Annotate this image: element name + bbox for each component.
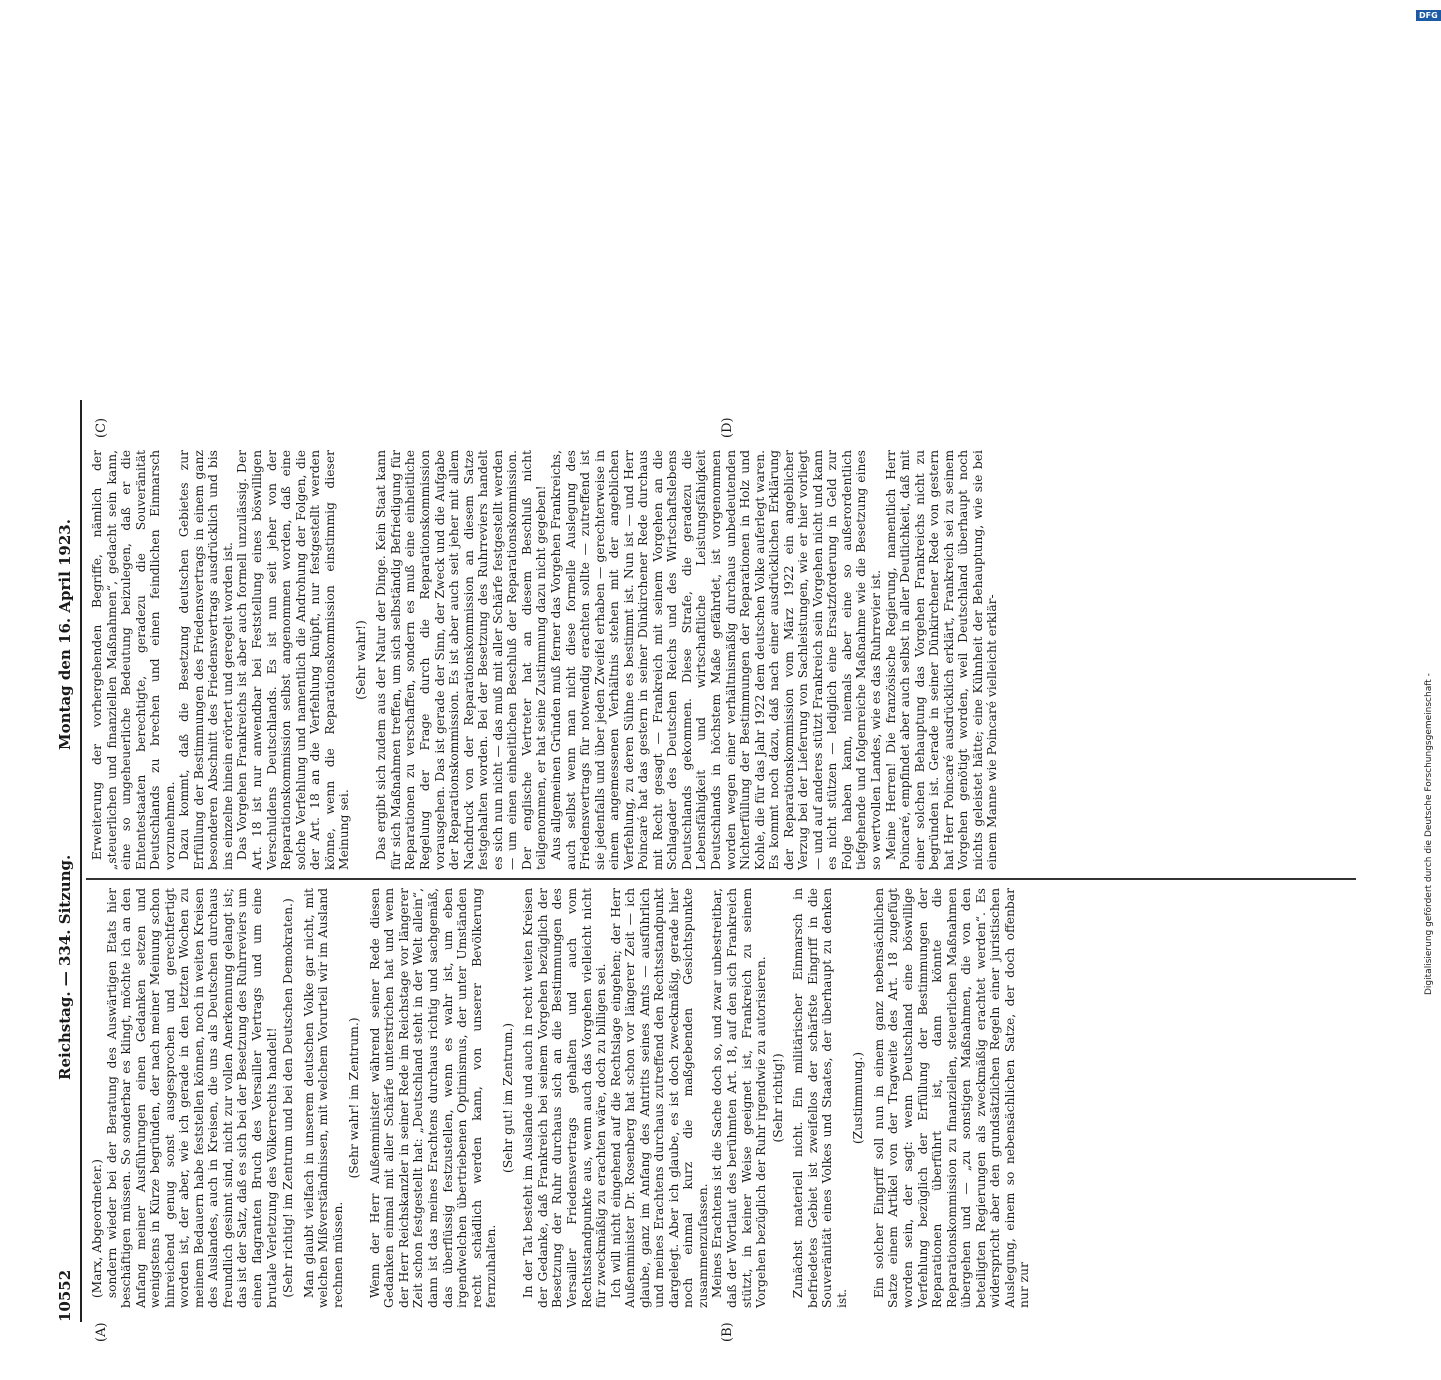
paragraph: Ein solcher Eingriff soll nun in einem ganz nebensächlichen Satze einem Artikel von der Tragweite des Art. 18 zugefügt worden sein, der sagt: wenn Deutschland eine böswillige Verfehlung bezüglich der Erfüllung der Bestimmungen der Reparationen überführt ist, dann könnte die Reparationskommission zu finanziellen, steuerlichen Maßnahmen übergehen und — „zu sonstigen Maßnahmen, die von den beteiligten Regierungen als zweckmäßig erachtet werden“. Es widerspricht aber den grundsätzlichen Regeln einer juristischen Auslegung, einem so nebensächlichen Satze, der doch offenbar nur zur	[871, 888, 1032, 1308]
column-divider	[86, 878, 1356, 880]
header-rule	[80, 400, 82, 1322]
paragraph: Zunächst materiell nicht. Ein militärischer Einmarsch in befriedetes Gebiet ist zweifellos der schärfste Eingriff in die Souveränität eines Volkes und Staates, der überhaupt zu denken ist.	[791, 888, 849, 1308]
paragraph: sondern wieder bei der Beratung des Auswärtigen Etats hier beschäftigen müssen. So sonderbar es klingt, möchte ich an den Anfang meiner Ausführungen einen Gedanken setzen und wenigstens in Kürze begründen, der nach meiner Meinung schon hinreichend genug sonst ausgesprochen und gerechtfertigt worden ist, der aber, wie ich gerade in den letzten Wochen zu meinem Bedauern habe feststellen können, noch in weiten Kreisen des Auslandes, auch in Kreisen, die uns als Deutschen durchaus freundlich gesinnt sind, nicht zur vollen Anerkennung gelangt ist; das ist der Satz, daß es sich bei der Besetzung des Ruhrreviers um einen flagranten Bruch des Versailler Vertrags und um eine brutale Verletzung des Völkerrechts handelt!	[104, 888, 279, 1308]
paragraph: Erweiterung der vorhergehenden Begriffe, nämlich der „steuerlichen und finanziellen Maßnahmen“, gedacht sein kann, eine so ungeheuerliche Bedeutung beizulegen, daß er die Ententestaaten berechtigte, geradezu die Souveränität Deutschlands zu brechen und einen feindlichen Einmarsch vorzunehmen.	[90, 450, 177, 870]
paragraph: Meines Erachtens ist die Sache doch so, und zwar unbestreitbar, daß der Wortlaut des berühmten Art. 18, auf den sich Frankreich stützt, in keiner Weise geeignet ist, Frankreich zu seinem Vorgehen bezüglich der Ruhr irgendwie zu autorisieren.	[710, 888, 769, 1308]
margin-label-a: (A)	[94, 1322, 109, 1342]
document-page	[0, 380, 1380, 1380]
paragraph: Wenn der Herr Außenminister während seiner Rede diesen Gedanken einmal mit aller Schärfe unterstrichen hat und wenn der Herr Reichskanzler in seiner Rede im Reichstage vor längerer Zeit schon festgestellt hat: „Deutschland steht in der Welt allein“, dann ist das meines Erachtens durchaus richtig und sachgemäß, das überflüssig festzustellen, wenn es wahr ist, um eben irgendwelchen übertriebenen Optimismus, der unter Umständen recht schädlich werden kann, von unserer Bevölkerung fernzuhalten.	[367, 888, 499, 1308]
paragraph: Das ergibt sich zudem aus der Natur der Dinge. Kein Staat kann für sich Maßnahmen treffen, um sich selbständig Befriedigung für Reparationen zu verschaffen, sondern es muß eine einheitliche Regelung der Frage durch die Reparationskommission vorausgehen. Das ist gerade der Sinn, der Zweck und die Aufgabe der Reparationskommission. Es ist aber auch seit jeher mit allem Nachdruck von der Reparationskommission an diesem Satze festgehalten worden. Bei der Besetzung des Ruhrreviers handelt es sich nun nicht — das muß mit aller Schärfe festgestellt werden — um einen einheitlichen Beschluß der Reparationskommission. Der englische Vertreter hat an diesem Beschluß nicht teilgenommen, er hat seine Zustimmung dazu nicht gegeben!	[374, 450, 549, 870]
interjection: (Sehr wahr!)	[353, 620, 368, 700]
interjection: (Sehr richtig! im Zentrum und bei den Deutschen Demokraten.)	[281, 898, 296, 1298]
interjection: (Zustimmung.)	[851, 1051, 866, 1145]
interjection: (Sehr richtig!)	[770, 1053, 785, 1143]
margin-label-d: (D)	[720, 417, 735, 438]
paragraph: In der Tat besteht im Auslande und auch in recht weiten Kreisen der Gedanke, daß Frankreich bei seinem Vorgehen bezüglich der Besetzung der Ruhr durchaus sich an die Bestimmungen des Versailler Friedensvertrags gehalten und auch vom Rechtsstandpunkte aus, wenn auch das Vorgehen vielleicht nicht für zweckmäßig zu erachten wäre, doch zu billigen sei.	[521, 888, 609, 1308]
digitization-credit: Digitalisierung gefördert durch die Deutsche Forschungsgemeinschaft -	[1424, 673, 1434, 995]
paragraph: (Marx, Abgeordneter.)	[90, 1159, 104, 1299]
dfg-logo: DFG	[1416, 10, 1441, 21]
margin-label-c: (C)	[94, 417, 109, 438]
right-text-column	[90, 450, 1370, 870]
paragraph: Aus allgemeinen Gründen muß ferner das Vorgehen Frankreichs, auch selbst wenn man nicht diese formelle Auslegung des Friedensvertrags für notwendig erachten sollte — zutreffend ist sie jedenfalls und über jeden Zweifel erhaben — gerechterweise in einem angemessenen Verhältnis stehen mit der angeblichen Verfehlung, zu deren Sühne es bestimmt ist. Nun ist — und Herr Poincaré hat das gestern in seiner Dünkirchener Rede durchaus mit Recht gesagt — Frankreich mit seinem Vorgehen an die Schlagader des Deutschen Reichs und des Wirtschaftslebens Deutschlands gekommen. Diese Strafe, die geradezu die Lebensfähigkeit und wirtschaftliche Leistungsfähigkeit Deutschlands in höchstem Maße gefährdet, ist vorgenommen worden wegen einer verhältnismäßig durchaus unbedeutenden Nichterfüllung der Bestimmungen der Reparationen in Holz und Kohle, die für das Jahr 1922 dem deutschen Volke auferlegt waren. Es kommt noch dazu, daß nach einer ausdrücklichen Erklärung der Reparationskommission vom März 1922 ein angeblicher Verzug bei der Lieferung von Sachleistungen, wie er hier vorliegt — und auf anderes stützt Frankreich sein Vorgehen nicht und kann es nicht stützen — lediglich eine Ersatzforderung in Geld zur Folge haben kann, niemals aber eine so außerordentlich tiefgehende und folgenreiche Maßnahme wie die Besetzung eines so wertvollen Landes, wie es das Ruhrrevier ist.	[548, 450, 883, 870]
paragraph: Meine Herren! Die französische Regierung, namentlich Herr Poincaré, empfindet aber auch selbst in aller Deutlichkeit, daß mit einer solchen Behauptung das Vorgehen Frankreichs nicht zu begründen ist. Gerade in seiner Dünkirchener Rede von gestern hat Herr Poincaré ausdrücklich erklärt, Frankreich sei zu seinem Vorgehen genötigt worden, weil Deutschland überhaupt noch nichts geleistet hätte; eine Kühnheit der Behauptung, wie sie bei einem Manne wie Poincaré vielleicht erklär-	[883, 450, 1000, 870]
left-text-column	[90, 888, 1370, 1308]
margin-label-b: (B)	[720, 1322, 735, 1342]
left-running-title: Reichstag. — 334. Sitzung.	[56, 854, 74, 1080]
paragraph: Dazu kommt, daß die Besetzung deutschen Gebietes zur Erfüllung der Bestimmungen des Friedensvertrags in einem ganz besonderen Abschnitt des Friedensvertrags ausdrücklich und bis ins einzelne hinein erörtert und geregelt worden ist.	[177, 450, 235, 870]
paragraph: Man glaubt vielfach in unserem deutschen Volke gar nicht, mit welchen Mißverständnissen, mit welchem Vorurteil wir im Ausland rechnen müssen.	[301, 888, 345, 1308]
right-running-title: Montag den 16. April 1923.	[56, 519, 74, 750]
paragraph: Ich will nicht eingehend auf die Rechtslage eingehen; der Herr Außenminister Dr. Rosenberg hat schon vor längerer Zeit — ich glaube, ganz im Anfang des Antritts seines Amts — ausführlich und meines Erachtens durchaus zutreffend den Rechtsstandpunkt dargelegt. Aber ich glaube, es ist doch zweckmäßig, gerade hier noch einmal kurz die maßgebenden Gesichtspunkte zusammenzufassen.	[608, 888, 710, 1308]
interjection: (Sehr gut! im Zentrum.)	[500, 1022, 515, 1174]
paragraph: Das Vorgehen Frankreichs ist aber auch formell unzulässig. Der Art. 18 ist nur anwendbar bei Feststellung eines böswilligen Verschuldens Deutschlands. Es ist nun seit jeher von der Reparationskommission selbst angenommen worden, daß eine solche Verfehlung und namentlich die Androhung der Folgen, die der Art. 18 an die Verfehlung knüpft, nur festgestellt werden könne, wenn die Reparationskommission einstimmig dieser Meinung sei.	[235, 450, 352, 870]
page-number: 10552	[56, 1269, 74, 1322]
interjection: (Sehr wahr! im Zentrum.)	[347, 1017, 362, 1179]
